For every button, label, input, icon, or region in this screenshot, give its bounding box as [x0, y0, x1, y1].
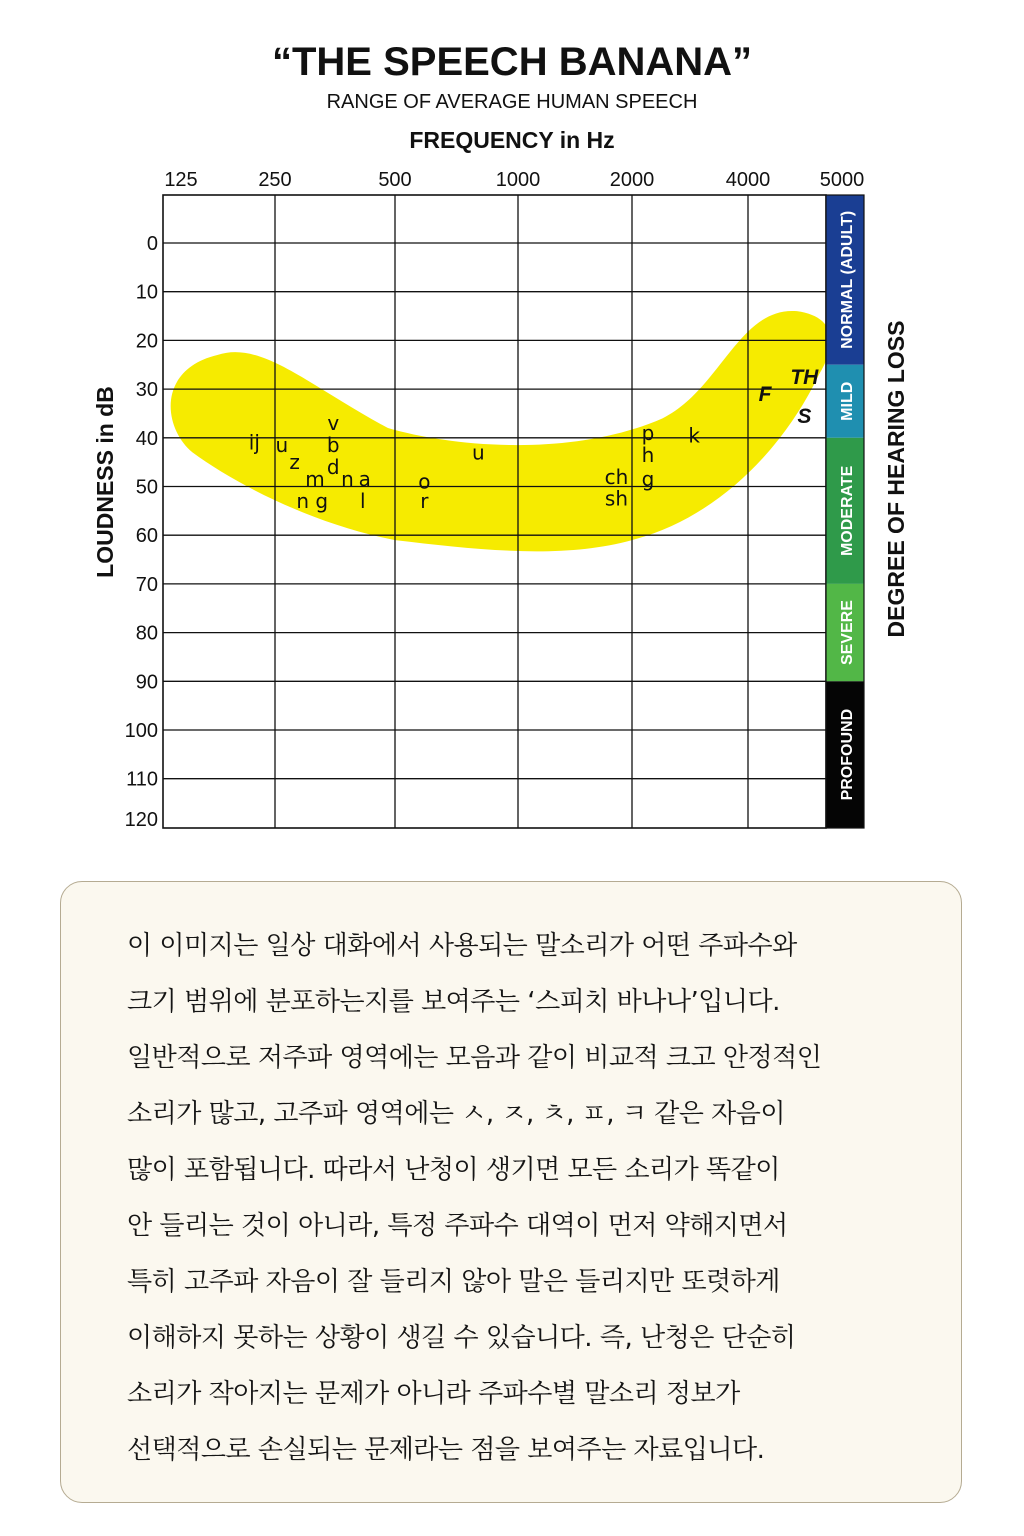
hearing-loss-band-label: MODERATE [839, 465, 856, 557]
phoneme-label: a [358, 467, 371, 492]
x-tick-label: 250 [258, 169, 292, 191]
chart-subtitle: RANGE OF AVERAGE HUMAN SPEECH [326, 91, 698, 113]
phoneme-label: o [418, 469, 431, 494]
phoneme-label: n g [296, 489, 329, 514]
hearing-loss-band-label: MILD [839, 381, 856, 421]
phoneme-label: z [289, 450, 300, 475]
description-line: 선택적으로 손실되는 문제라는 점을 보여주는 자료입니다. [127, 1435, 765, 1465]
y-tick-label: 40 [135, 427, 158, 450]
description-line: 안 들리는 것이 아니라, 특정 주파수 대역이 먼저 약해지면서 [127, 1211, 788, 1241]
phoneme-label: S [797, 404, 812, 428]
phoneme-label: v [327, 411, 340, 436]
y-tick-label: 50 [135, 476, 158, 499]
description-line: 이 이미지는 일상 대화에서 사용되는 말소리가 어떤 주파수와 [127, 931, 797, 961]
x-axis-title: FREQUENCY in Hz [409, 127, 615, 153]
y-tick-label: 10 [135, 281, 158, 304]
hearing-loss-band-label: NORMAL (ADULT) [839, 210, 856, 349]
description-line: 소리가 많고, 고주파 영역에는 ㅅ, ㅈ, ㅊ, ㅍ, ㅋ 같은 자음이 [127, 1099, 786, 1129]
x-tick-label: 500 [378, 169, 412, 191]
x-tick-label: 2000 [609, 169, 655, 191]
phoneme-label: ch [604, 464, 629, 489]
hearing-loss-band-label: PROFOUND [839, 708, 856, 801]
description-line: 소리가 작아지는 문제가 아니라 주파수별 말소리 정보가 [127, 1379, 740, 1409]
phoneme-label: p [641, 420, 655, 445]
y-tick-label: 110 [126, 768, 158, 791]
chart-title: “THE SPEECH BANANA” [271, 40, 753, 84]
phoneme-label: k [688, 423, 700, 448]
description-text [127, 918, 927, 1478]
hearing-loss-band-label: SEVERE [839, 600, 856, 666]
description-line: 크기 범위에 분포하는지를 보여주는 ‘스피치 바나나’입니다. [127, 987, 780, 1017]
y-tick-label: 120 [124, 809, 158, 831]
y-tick-label: 20 [135, 330, 158, 353]
description-line: 많이 포함됩니다. 따라서 난청이 생기면 모든 소리가 똑같이 [127, 1155, 780, 1185]
x-tick-label: 4000 [725, 169, 771, 191]
y-axis-title: LOUDNESS in dB [92, 386, 118, 578]
description-line: 이해하지 못하는 상황이 생길 수 있습니다. 즉, 난청은 단순히 [127, 1323, 796, 1353]
x-tick-label: 5000 [819, 169, 865, 191]
x-tick-label: 125 [164, 169, 198, 191]
phoneme-label: sh [604, 486, 629, 511]
description-panel [60, 881, 962, 1503]
y-tick-label: 100 [124, 720, 158, 742]
y-tick-label: 30 [135, 379, 158, 402]
phoneme-label: u [275, 433, 289, 458]
y-tick-label: 0 [146, 233, 158, 255]
y-tick-label: 80 [135, 622, 158, 645]
right-axis-title: DEGREE OF HEARING LOSS [883, 320, 909, 638]
y-tick-label: 90 [135, 671, 158, 694]
y-tick-label: 70 [135, 573, 158, 596]
phoneme-label: m [305, 467, 325, 492]
phoneme-label: d [326, 455, 340, 480]
phoneme-label: b [326, 433, 340, 458]
x-tick-label: 1000 [495, 169, 541, 191]
phoneme-label: TH [790, 365, 819, 389]
phoneme-label: h [641, 442, 655, 467]
phoneme-label: ij [248, 430, 260, 455]
phoneme-label: l [359, 489, 366, 514]
phoneme-label: F [758, 382, 772, 406]
description-line: 특히 고주파 자음이 잘 들리지 않아 말은 들리지만 또렷하게 [127, 1267, 780, 1297]
y-tick-label: 60 [135, 525, 158, 548]
phoneme-label: g [641, 467, 655, 492]
description-line: 일반적으로 저주파 영역에는 모음과 같이 비교적 크고 안정적인 [127, 1043, 822, 1073]
phoneme-label: r [420, 489, 429, 514]
phoneme-label: n [341, 467, 354, 492]
phoneme-label: u [472, 440, 485, 465]
